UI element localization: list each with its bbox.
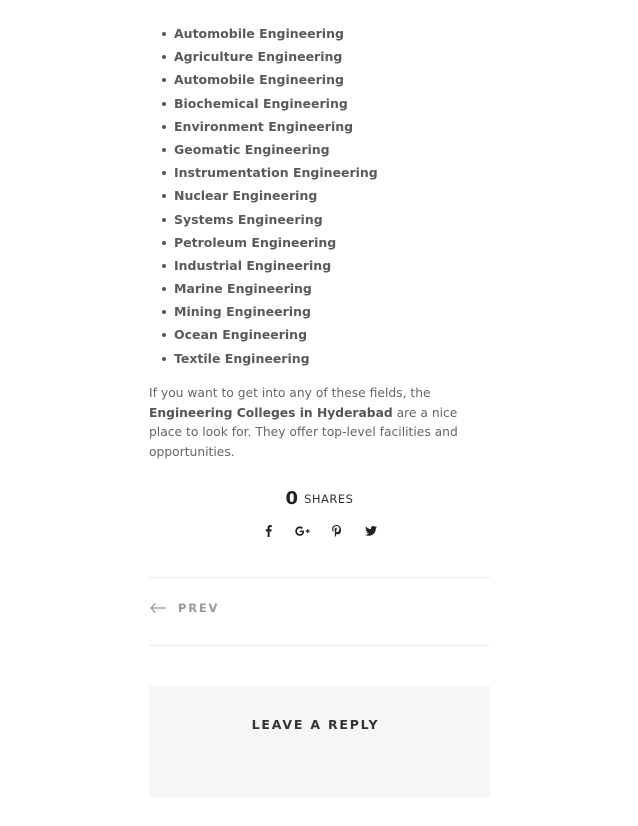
share-counter: [149, 488, 490, 509]
list-item: [159, 325, 378, 348]
reply-heading: LEAVE A REPLY: [251, 717, 380, 732]
list-item-label: Ocean Engineering: [174, 327, 308, 343]
bullet-icon: [162, 310, 166, 314]
engineering-fields-list: [159, 24, 378, 372]
bullet-icon: [162, 148, 166, 152]
bullet-icon: [162, 357, 166, 361]
bullet-icon: [162, 194, 166, 198]
colleges-link[interactable]: Engineering Colleges in Hyderabad: [149, 405, 393, 420]
intro-text-after: are a nice place to look for. They offer top-level facilities and opportunities.: [149, 405, 458, 459]
list-item-label: Textile Engineering: [174, 350, 310, 366]
list-item: [159, 186, 378, 209]
list-item: [159, 349, 378, 372]
pinterest-icon[interactable]: [329, 522, 345, 540]
intro-text-before: If you want to get into any of these fields, the: [149, 386, 431, 400]
facebook-icon[interactable]: [261, 522, 277, 540]
list-item-label: Nuclear Engineering: [174, 188, 318, 204]
list-item: [159, 117, 378, 140]
twitter-icon[interactable]: [363, 522, 379, 540]
list-item-label: Geomatic Engineering: [174, 141, 330, 157]
list-item: [159, 233, 378, 256]
list-item: [159, 302, 378, 325]
list-item: [159, 210, 378, 233]
share-count: 0: [285, 488, 299, 509]
list-item-label: Marine Engineering: [174, 281, 312, 297]
bullet-icon: [162, 55, 166, 59]
list-item-label: Agriculture Engineering: [174, 49, 343, 65]
bullet-icon: [162, 171, 166, 175]
bullet-icon: [162, 102, 166, 106]
prev-post-link[interactable]: [149, 601, 219, 615]
list-item-label: Industrial Engineering: [174, 257, 332, 273]
bullet-icon: [162, 287, 166, 291]
list-item: [159, 24, 378, 47]
list-item: [159, 279, 378, 302]
list-item: [159, 70, 378, 93]
list-item: [159, 140, 378, 163]
bullet-icon: [162, 32, 166, 36]
list-item-label: Automobile Engineering: [174, 72, 344, 88]
list-item-label: Systems Engineering: [174, 211, 323, 227]
list-item-label: Mining Engineering: [174, 304, 311, 320]
bullet-icon: [162, 333, 166, 337]
list-item-label: Biochemical Engineering: [174, 95, 348, 111]
list-item-label: Environment Engineering: [174, 118, 354, 134]
arrow-left-icon: [149, 602, 167, 614]
bullet-icon: [162, 218, 166, 222]
intro-paragraph: [149, 384, 490, 462]
list-item-label: Instrumentation Engineering: [174, 165, 378, 181]
share-label: SHARES: [304, 491, 354, 506]
list-item: [159, 163, 378, 186]
list-item: [159, 47, 378, 70]
social-share-bar: [149, 522, 490, 540]
bullet-icon: [162, 241, 166, 245]
list-item-label: Automobile Engineering: [174, 26, 344, 41]
prev-label: PREV: [178, 601, 220, 615]
list-item: [159, 94, 378, 117]
divider: [149, 645, 490, 646]
bullet-icon: [162, 78, 166, 82]
list-item-label: Petroleum Engineering: [174, 234, 337, 250]
divider: [149, 577, 490, 578]
list-item: [159, 256, 378, 279]
bullet-icon: [162, 264, 166, 268]
bullet-icon: [162, 125, 166, 129]
google-plus-icon[interactable]: [295, 522, 311, 540]
reply-section: [149, 686, 490, 797]
